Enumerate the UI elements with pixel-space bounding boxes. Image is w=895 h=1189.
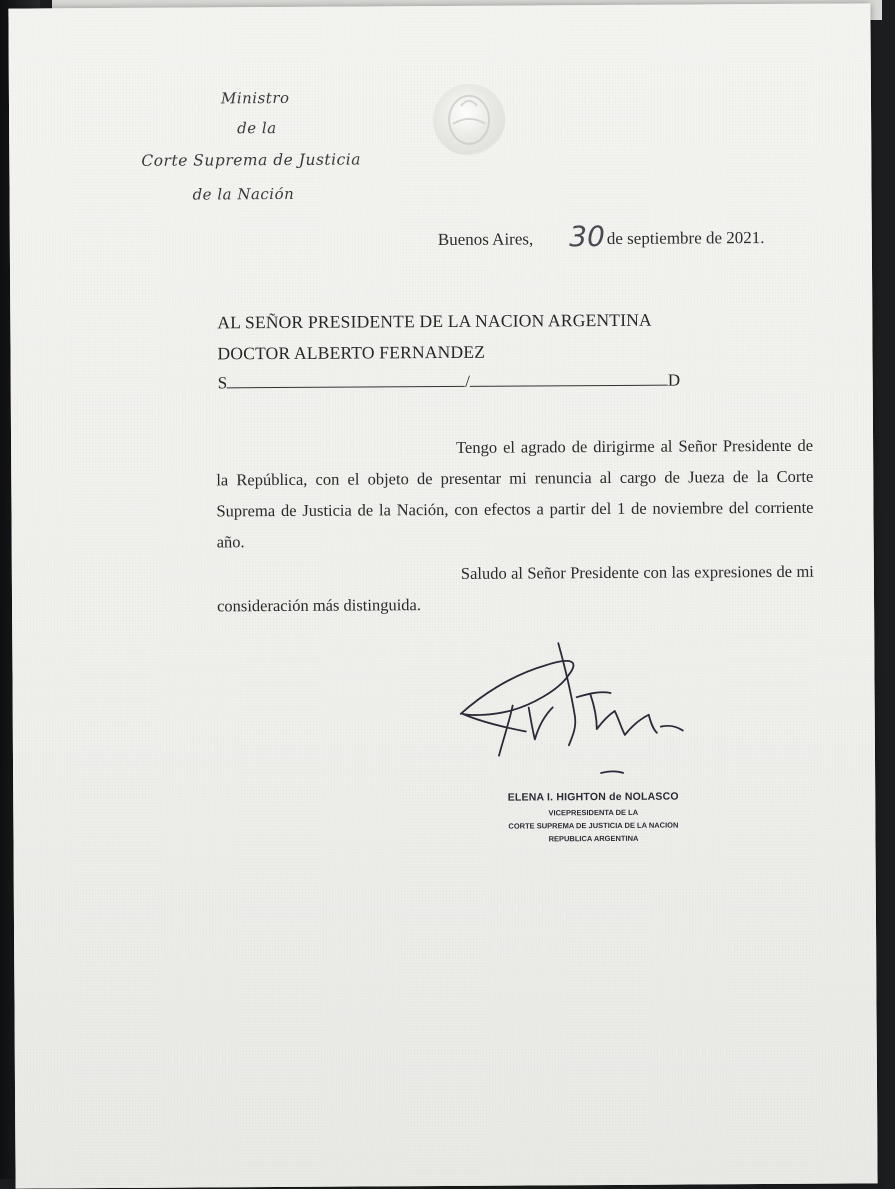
body-paragraph-1: Tengo el agrado de dirigirme al Señor Presidente de la República, con el objeto de presentar mi renuncia al cargo de Jueza de la Corte Suprema de Justicia de la Nación, con efectos a partir del 1 de noviembre del corriente año. bbox=[216, 435, 814, 552]
sd-d: D bbox=[667, 370, 681, 390]
stamp-title: VICEPRESIDENTA DE LA bbox=[548, 807, 639, 818]
embossed-seal-icon bbox=[433, 84, 505, 156]
date-day-handwritten: 30 bbox=[569, 220, 605, 254]
stamp-name: ELENA I. HIGHTON de NOLASCO bbox=[507, 790, 679, 804]
addressee-line-1: AL SEÑOR PRESIDENTE DE LA NACION ARGENTINA bbox=[217, 309, 652, 333]
handwritten-signature bbox=[450, 634, 691, 785]
date-rest: de septiembre de 2021. bbox=[606, 228, 765, 248]
body-paragraph-2: Saludo al Señor Presidente con las expresiones de mi consideración más distinguida. bbox=[216, 561, 814, 616]
stamp-court: CORTE SUPREMA DE JUSTICIA DE LA NACION bbox=[508, 820, 679, 831]
date-line bbox=[438, 217, 765, 252]
su-despacho-line bbox=[218, 371, 681, 394]
letterhead-line-3: Corte Suprema de Justicia bbox=[141, 150, 362, 170]
letterhead-line-2: de la bbox=[237, 119, 277, 138]
sd-blank-2 bbox=[470, 371, 668, 387]
date-city: Buenos Aires, bbox=[437, 229, 534, 250]
sd-s: S bbox=[217, 373, 228, 393]
letterhead bbox=[129, 88, 389, 204]
letterhead-line-1: Ministro bbox=[220, 88, 290, 108]
letter-page bbox=[8, 3, 877, 1188]
sd-blank-1 bbox=[227, 372, 465, 388]
stamp-country: REPUBLICA ARGENTINA bbox=[548, 833, 639, 844]
signature-stamp bbox=[483, 790, 703, 845]
letterhead-line-4: de la Nación bbox=[192, 184, 295, 204]
addressee-line-2: DOCTOR ALBERTO FERNANDEZ bbox=[217, 341, 486, 364]
sd-slash: / bbox=[465, 371, 470, 391]
